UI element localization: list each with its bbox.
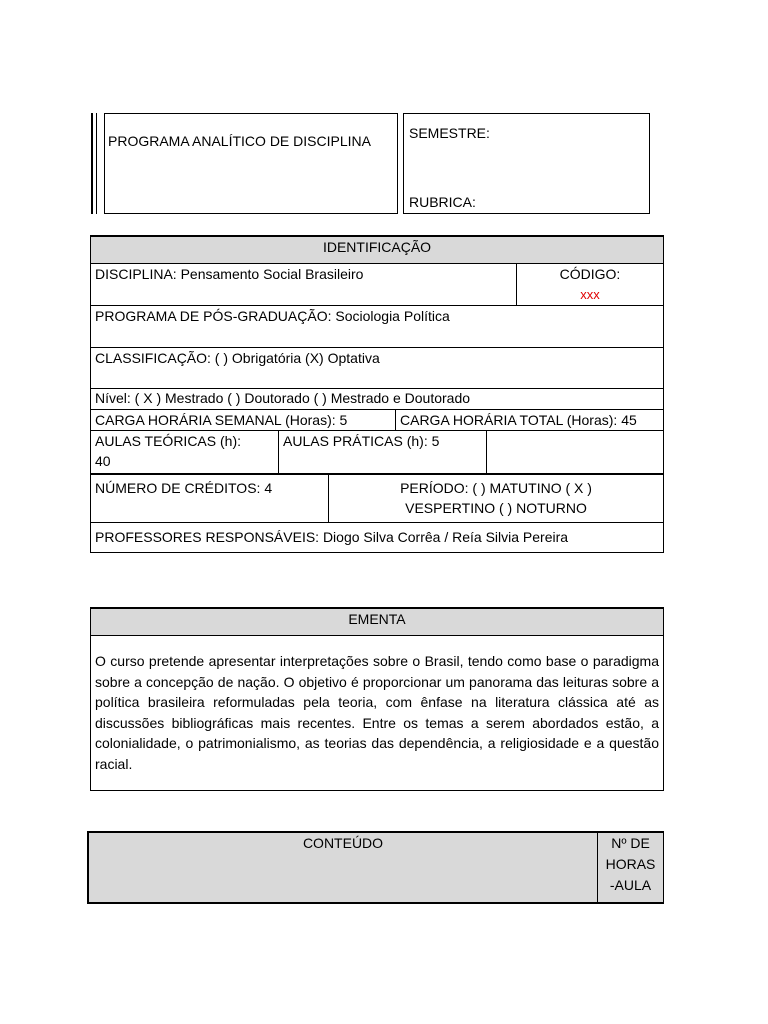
program-title: PROGRAMA ANALÍTICO DE DISCIPLINA bbox=[108, 133, 371, 149]
codigo-cell bbox=[516, 263, 664, 306]
periodo-cell bbox=[328, 473, 664, 523]
rubrica-label: RUBRICA: bbox=[409, 194, 476, 210]
horas-line1: Nº DE bbox=[611, 835, 650, 851]
horas-line3: -AULA bbox=[609, 877, 652, 893]
header-left-rule bbox=[91, 113, 97, 214]
ementa-header bbox=[90, 607, 664, 636]
creditos-cell bbox=[90, 473, 329, 523]
classificacao-text: CLASSIFICAÇÃO: ( ) Obrigatória (X) Optativa bbox=[95, 350, 380, 366]
programa-text: PROGRAMA DE PÓS-GRADUAÇÃO: Sociologia Política bbox=[95, 308, 450, 324]
empty-cell bbox=[486, 430, 664, 474]
ementa-heading: EMENTA bbox=[348, 611, 406, 627]
program-title-box bbox=[104, 113, 398, 214]
aulas-teoricas-value: 40 bbox=[95, 453, 111, 469]
semester-box bbox=[403, 113, 650, 214]
conteudo-heading: CONTEÚDO bbox=[302, 835, 384, 851]
carga-semanal-cell bbox=[90, 409, 396, 431]
nivel-text: Nível: ( X ) Mestrado ( ) Doutorado ( ) Mestrado e Doutorado bbox=[95, 390, 471, 406]
nivel-cell bbox=[90, 388, 664, 410]
classificacao-cell bbox=[90, 347, 664, 389]
aulas-teoricas-cell bbox=[90, 430, 279, 474]
ementa-text: O curso pretende apresentar interpretações sobre o Brasil, tendo como base o paradigma sobre a concepção de nação. O objetivo é proporcionar um panorama das leituras sobre a política brasileira reformuladas pela teoria, com ênfase na literatura clássica até as discussões bibliográficas mais recentes. Entre os temas a serem abordados estão, a colonialidade, o patrimonialismo, as teorias das dependência, a religiosidade e a questão racial. bbox=[95, 653, 659, 772]
aulas-teoricas-label: AULAS TEÓRICAS (h): bbox=[95, 433, 242, 449]
carga-total-text: CARGA HORÁRIA TOTAL (Horas): 45 bbox=[400, 412, 637, 428]
professores-cell bbox=[90, 522, 664, 553]
codigo-value: xxx bbox=[580, 287, 600, 302]
ementa-body bbox=[90, 635, 664, 791]
horas-header bbox=[597, 831, 664, 904]
carga-semanal-text: CARGA HORÁRIA SEMANAL (Horas): 5 bbox=[95, 412, 348, 428]
disciplina-cell bbox=[90, 263, 517, 306]
creditos-text: NÚMERO DE CRÉDITOS: 4 bbox=[95, 480, 273, 496]
programa-cell bbox=[90, 305, 664, 348]
horas-line2: HORAS bbox=[605, 856, 656, 872]
carga-total-cell bbox=[395, 409, 664, 431]
disciplina-text: DISCIPLINA: Pensamento Social Brasileiro bbox=[95, 266, 364, 282]
aulas-praticas-text: AULAS PRÁTICAS (h): 5 bbox=[283, 433, 440, 449]
semester-label: SEMESTRE: bbox=[409, 125, 490, 141]
identificacao-header bbox=[90, 235, 664, 264]
identificacao-heading: IDENTIFICAÇÃO bbox=[322, 239, 432, 255]
codigo-label: CÓDIGO: bbox=[559, 266, 621, 282]
aulas-praticas-cell bbox=[278, 430, 487, 474]
professores-text: PROFESSORES RESPONSÁVEIS: Diogo Silva Corrêa / Reía Silvia Pereira bbox=[95, 529, 569, 545]
conteudo-header bbox=[87, 831, 598, 904]
periodo-line2: VESPERTINO ( ) NOTURNO bbox=[405, 500, 587, 516]
periodo-line1: PERÍODO: ( ) MATUTINO ( X ) bbox=[400, 480, 592, 496]
